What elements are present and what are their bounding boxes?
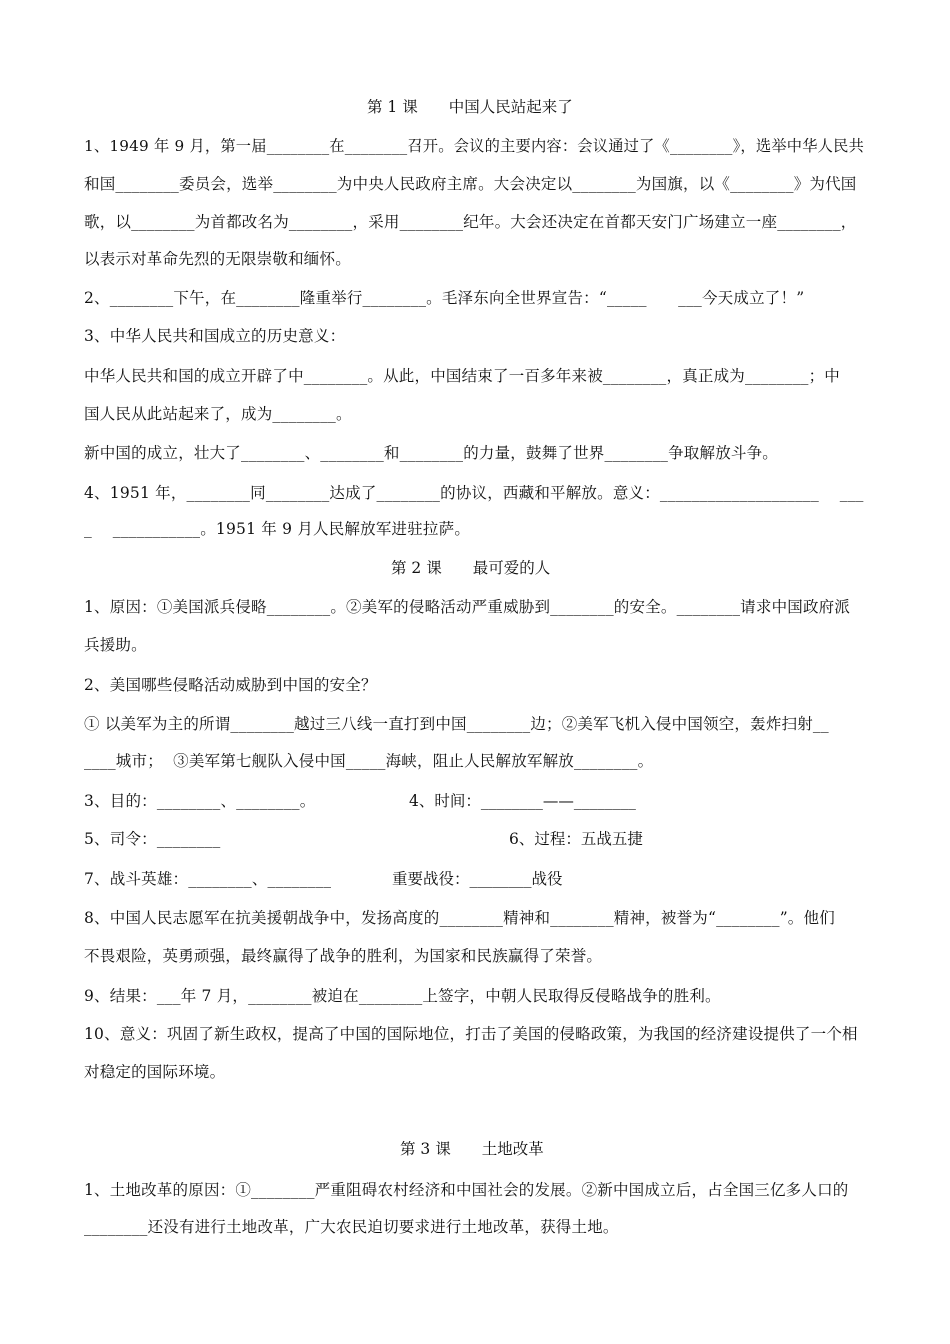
l1-q1-line3: 歌，以________为首都改名为________，采用________纪年。大会还决定在首都天安门广场建立一座________， [84,213,857,231]
l1-q3-line1: 中华人民共和国的成立开辟了中________。从此，中国结束了一百多年来被________，真正成为________；中 [84,367,841,385]
l1-q3-heading: 3、中华人民共和国成立的历史意义： [84,327,346,345]
l1-q4-line1: 4、1951 年，________同________达成了________的协议，西藏和平解放。意义：____________________ ___ [84,484,864,502]
l1-q1-line1: 1、1949 年 9 月，第一届________在________召开。会议的主要内容：会议通过了《________》，选举中华人民共 [84,137,865,155]
l1-q1-line4: 以表示对革命先烈的无限崇敬和缅怀。 [84,250,351,268]
l2-q1-line2: 兵援助。 [84,636,147,654]
l3-q1-line2: ________还没有进行土地改革，广大农民迫切要求进行土地改革，获得土地。 [84,1218,619,1236]
lesson2-title: 第 2 课 最可爱的人 [391,559,551,577]
l1-q2: 2、________下午，在________隆重举行________。毛泽东向全世界宣告：“_____ ___今天成立了！” [84,289,805,307]
l2-q6: 6、过程：五战五捷 [509,830,643,848]
l2-q3: 3、目的：________、________。 [84,792,316,810]
l2-q2-line1: ① 以美军为主的所谓________越过三八线一直打到中国________边；②美军飞机入侵中国领空，轰炸扫射__ [84,715,829,733]
l2-q7b: 重要战役：________战役 [392,870,563,888]
l2-q5: 5、司令：________ [84,830,221,848]
l2-q10-line1: 10、意义：巩固了新生政权，提高了中国的国际地位，打击了美国的侵略政策，为我国的经济建设提供了一个相 [84,1025,858,1043]
lesson1-title: 第 1 课 中国人民站起来了 [367,98,573,116]
l2-q8-line2: 不畏艰险，英勇顽强，最终赢得了战争的胜利，为国家和民族赢得了荣誉。 [84,947,603,965]
l2-q1-line1: 1、原因：①美国派兵侵略________。②美军的侵略活动严重威胁到________的安全。________请求中国政府派 [84,598,851,616]
l1-q1-line2: 和国________委员会，选举________为中央人民政府主席。大会决定以________为国旗，以《________》为代国 [84,175,857,193]
l1-q3-line2: 国人民从此站起来了，成为________。 [84,405,352,423]
l2-q9: 9、结果：___年 7 月，________被迫在________上签字，中朝人民取得反侵略战争的胜利。 [84,987,721,1005]
l1-q4-line2: _ ___________。1951 年 9 月人民解放军进驻拉萨。 [84,520,471,538]
l2-q2-line2: ____城市； ③美军第七舰队入侵中国_____海峡，阻止人民解放军解放________。 [84,752,654,770]
l3-q1-line1: 1、土地改革的原因：①________严重阻碍农村经济和中国社会的发展。②新中国成立后，占全国三亿多人口的 [84,1181,849,1199]
l1-q3-line3: 新中国的成立，壮大了________、________和________的力量，鼓舞了世界________争取解放斗争。 [84,444,779,462]
l2-q8-line1: 8、中国人民志愿军在抗美援朝战争中，发扬高度的________精神和________精神，被誉为“________”。他们 [84,909,835,927]
l2-q2-heading: 2、美国哪些侵略活动威胁到中国的安全？ [84,676,377,694]
l2-q4: 4、时间：________——________ [409,792,636,810]
lesson3-title: 第 3 课 土地改革 [400,1140,544,1158]
l2-q10-line2: 对稳定的国际环境。 [84,1063,226,1081]
l2-q7a: 7、战斗英雄：________、________ [84,870,332,888]
